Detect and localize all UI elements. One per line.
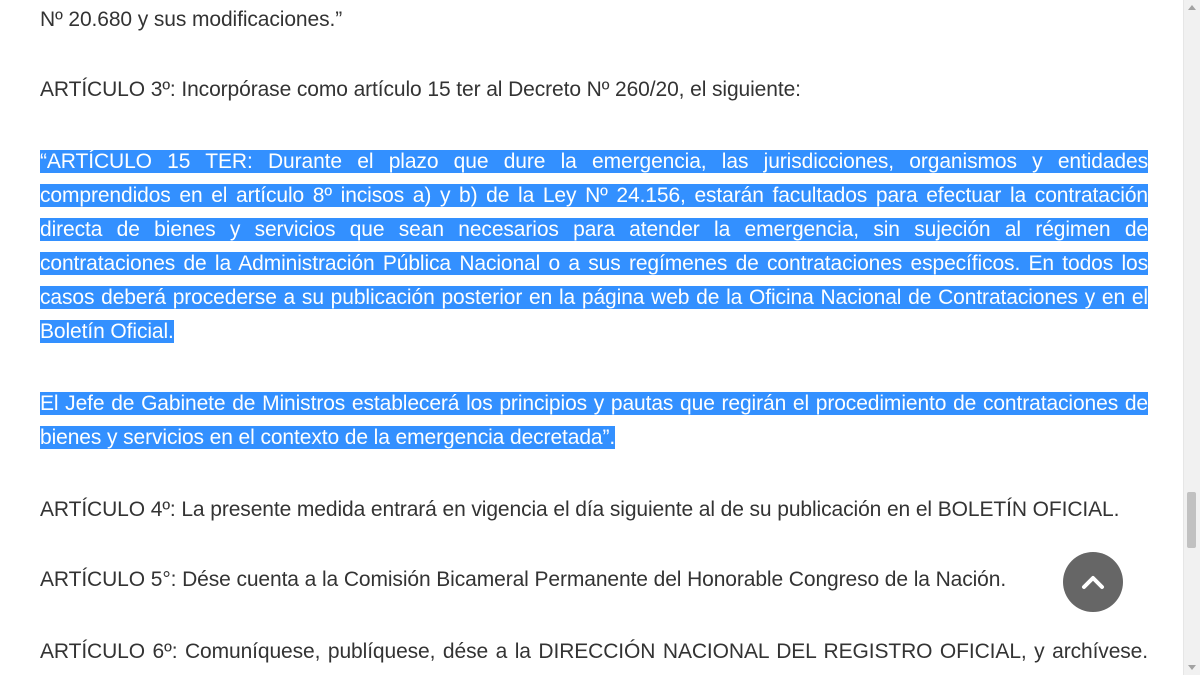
articulo-3-paragraph: ARTÍCULO 3º: Incorpórase como artículo 15 ter al Decreto Nº 260/20, el siguiente: [40, 78, 801, 101]
vertical-scrollbar[interactable] [1183, 0, 1200, 675]
articulo-6-paragraph: ARTÍCULO 6º: Comuníquese, publíquese, dése a la DIRECCIÓN NACIONAL DEL REGISTRO OFICIAL, y archívese. [40, 640, 1148, 663]
scroll-up-icon[interactable] [1188, 5, 1196, 10]
articulo-15-ter-paragraph [40, 145, 1148, 349]
articulo-4-paragraph: ARTÍCULO 4º: La presente medida entrará en vigencia el día siguiente al de su publicación en el BOLETÍN OFICIAL. [40, 498, 1120, 521]
selected-text: El Jefe de Gabinete de Ministros establecerá los principios y pautas que regirán el procedimiento de contrataciones de bienes y servicios en el contexto de la emergencia decretada”. [40, 392, 1148, 449]
back-to-top-button[interactable] [1063, 552, 1123, 612]
selected-text: “ARTÍCULO 15 TER: Durante el plazo que dure la emergencia, las jurisdicciones, organismos y entidades comprendidos en el artículo 8º incisos a) y b) de la Ley Nº 24.156, estarán facultados para efectuar la contratación directa de bienes y servicios que sean necesarios para atender la emergencia, sin sujeción al régimen de contrataciones de la Administración Pública Nacional o a sus regímenes de contrataciones específicos. En todos los casos deberá procederse a su publicación posterior en la página web de la Oficina Nacional de Contrataciones y en el Boletín Oficial. [40, 150, 1148, 343]
scroll-thumb[interactable] [1187, 492, 1196, 548]
document-paragraph: Nº 20.680 y sus modificaciones.” [40, 8, 343, 31]
chevron-up-icon [1081, 574, 1105, 590]
articulo-5-paragraph: ARTÍCULO 5°: Dése cuenta a la Comisión Bicameral Permanente del Honorable Congreso de la Nación. [40, 568, 1007, 591]
scroll-down-icon[interactable] [1188, 665, 1196, 670]
jefe-gabinete-paragraph [40, 387, 1148, 455]
